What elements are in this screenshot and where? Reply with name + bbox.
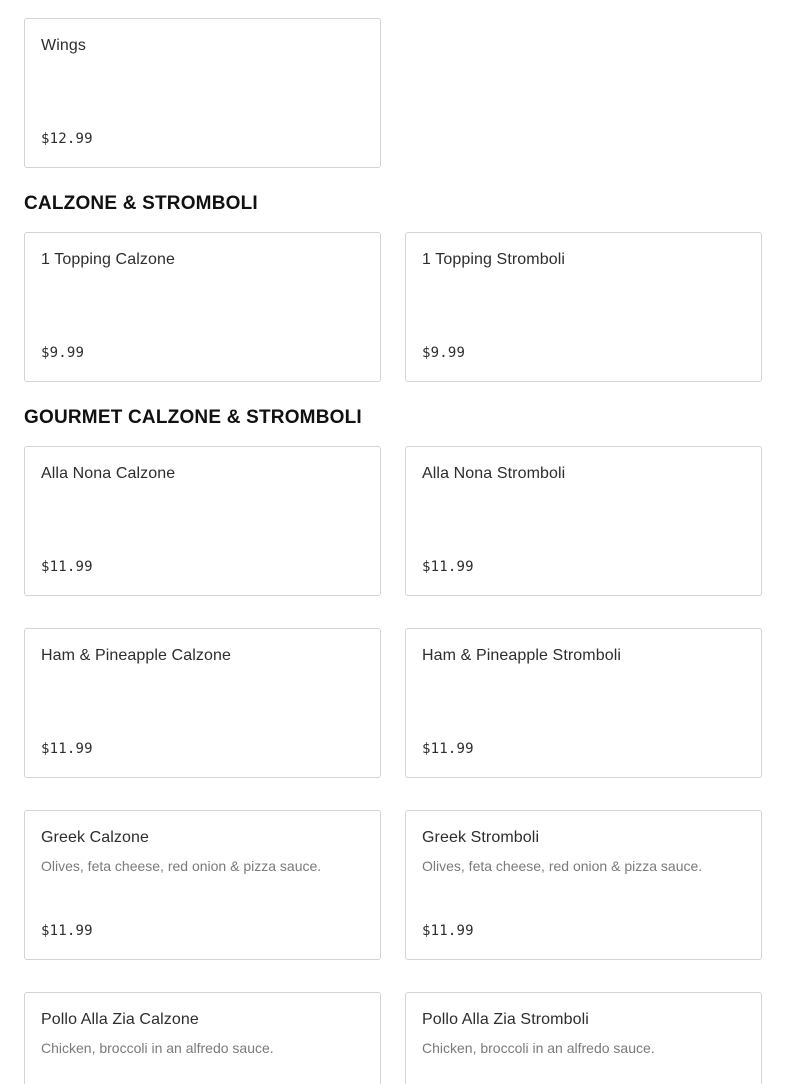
menu-item-name: 1 Topping Calzone: [41, 251, 175, 268]
menu-item-name: 1 Topping Stromboli: [422, 251, 566, 268]
menu-item-name: Alla Nona Stromboli: [422, 465, 566, 482]
menu-item-price: $9.99: [41, 345, 85, 361]
menu-item-price: $11.99: [422, 741, 474, 757]
menu-item-description: Olives, feta cheese, red onion & pizza sauce.: [422, 858, 703, 874]
menu-item-card[interactable]: [405, 446, 762, 596]
menu-item-name: Pollo Alla Zia Calzone: [41, 1011, 199, 1028]
menu-item-name: Alla Nona Calzone: [41, 465, 176, 482]
menu-item-name: Greek Stromboli: [422, 829, 540, 846]
menu-item-price: $11.99: [422, 559, 474, 575]
menu-item-card[interactable]: [24, 810, 381, 960]
menu-item-card[interactable]: [405, 810, 762, 960]
menu-item-name: Pollo Alla Zia Stromboli: [422, 1011, 589, 1028]
menu-item-card[interactable]: [405, 992, 762, 1084]
menu-item-name: Ham & Pineapple Calzone: [41, 647, 231, 664]
menu-item-card[interactable]: [405, 628, 762, 778]
menu-item-name: Ham & Pineapple Stromboli: [422, 647, 622, 664]
menu-item-card[interactable]: [24, 232, 381, 382]
menu-item-price: $9.99: [422, 345, 466, 361]
menu-item-price: $11.99: [41, 923, 93, 939]
menu-item-price: $11.99: [41, 559, 93, 575]
menu-item-card[interactable]: [24, 446, 381, 596]
menu-item-card[interactable]: [24, 628, 381, 778]
menu-item-price: $11.99: [422, 923, 474, 939]
menu-item-description: Chicken, broccoli in an alfredo sauce.: [41, 1040, 274, 1056]
menu-item-card[interactable]: [24, 18, 381, 168]
menu-item-card[interactable]: [24, 992, 381, 1084]
menu-item-description: Olives, feta cheese, red onion & pizza sauce.: [41, 858, 322, 874]
menu-item-price: $12.99: [41, 131, 93, 147]
section-title-gourmet-calzone-stromboli: GOURMET CALZONE & STROMBOLI: [24, 407, 362, 428]
menu-item-name: Wings: [41, 37, 86, 54]
section-title-calzone-stromboli: CALZONE & STROMBOLI: [24, 193, 258, 214]
menu-item-card[interactable]: [405, 232, 762, 382]
menu-item-description: Chicken, broccoli in an alfredo sauce.: [422, 1040, 655, 1056]
menu-item-price: $11.99: [41, 741, 93, 757]
menu-item-name: Greek Calzone: [41, 829, 150, 846]
